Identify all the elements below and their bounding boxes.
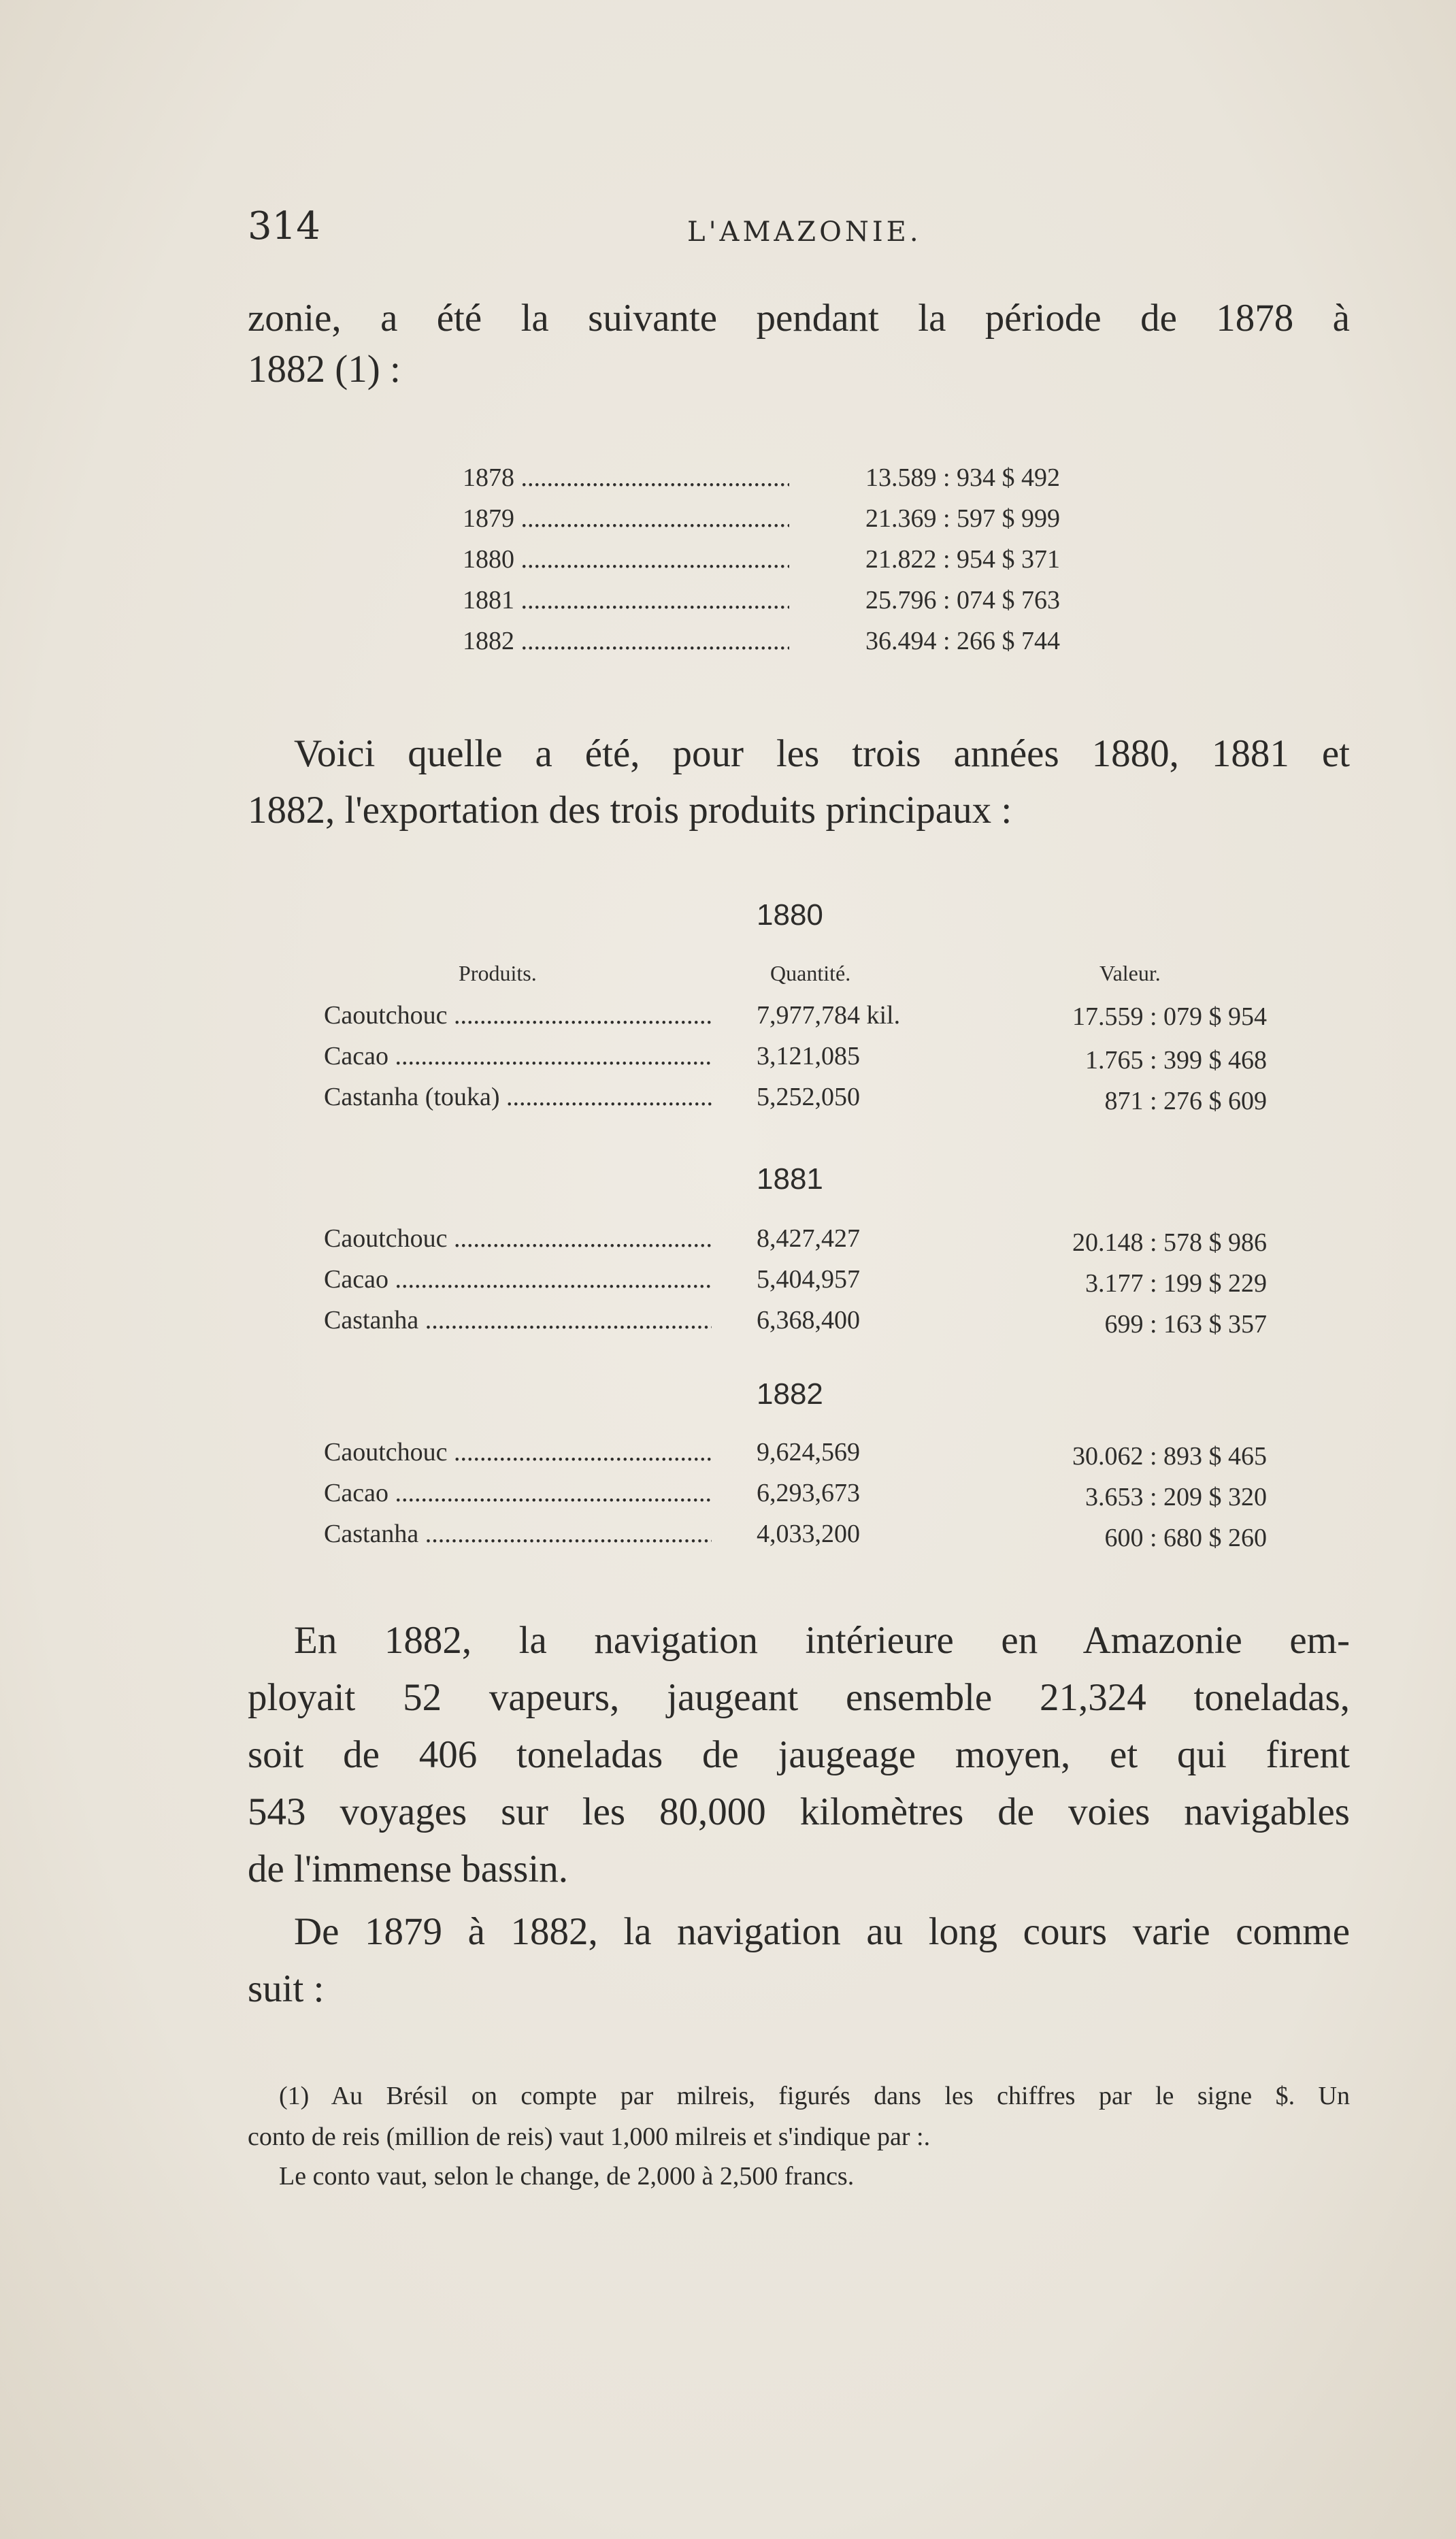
- nav-line-3: soit de 406 toneladas de jaugeage moyen, et qui firent: [248, 1733, 1350, 1776]
- product-value: 30.062 : 893 $ 465: [1072, 1442, 1267, 1471]
- product-value: 1.765 : 399 $ 468: [1085, 1046, 1267, 1075]
- product-quantity: 4,033,200: [757, 1520, 860, 1548]
- yearly-row-value: 13.589 : 934 $ 492: [865, 463, 1061, 492]
- product-quantity: 7,977,784 kil.: [757, 1001, 901, 1030]
- long-course-line-2: suit :: [248, 1967, 325, 2010]
- footnote-line-2: conto de reis (million de reis) vaut 1,000 milreis et s'indique par :.: [248, 2123, 931, 2151]
- nav-line-2: ployait 52 vapeurs, jaugeant ensemble 21,324 toneladas,: [248, 1676, 1350, 1719]
- export-table: [324, 898, 1372, 1552]
- product-name: Castanha .....: [324, 1519, 712, 1549]
- intro-line-2: 1882 (1) :: [248, 348, 401, 391]
- running-title: L'AMAZONIE.: [687, 216, 922, 248]
- year-heading: 1880: [757, 898, 823, 932]
- product-value: 20.148 : 578 $ 986: [1072, 1228, 1267, 1257]
- product-value: 3.177 : 199 $ 229: [1085, 1269, 1267, 1298]
- page-number: 314: [248, 204, 320, 248]
- col-header-quantity: Quantité.: [770, 961, 851, 985]
- product-name: Cacao .....: [324, 1264, 712, 1294]
- long-course-line-1: De 1879 à 1882, la navigation au long cours varie comme: [294, 1910, 1350, 1953]
- yearly-row-year: 1882 .....: [463, 626, 789, 656]
- yearly-values-list: [463, 463, 1143, 667]
- product-name: Castanha .....: [324, 1305, 712, 1335]
- product-name: Caoutchouc .....: [324, 1437, 712, 1467]
- product-quantity: 9,624,569: [757, 1438, 860, 1467]
- footnote-line-3: Le conto vaut, selon le change, de 2,000 à 2,500 francs.: [279, 2162, 855, 2191]
- product-name: Cacao .....: [324, 1478, 712, 1508]
- product-value: 3.653 : 209 $ 320: [1085, 1483, 1267, 1511]
- yearly-row-value: 36.494 : 266 $ 744: [865, 627, 1061, 655]
- nav-line-4: 543 voyages sur les 80,000 kilomètres de voies navigables: [248, 1790, 1350, 1833]
- export-intro-line-1: Voici quelle a été, pour les trois années 1880, 1881 et: [294, 732, 1350, 775]
- yearly-row-value: 21.369 : 597 $ 999: [865, 504, 1061, 533]
- year-heading: 1881: [757, 1162, 823, 1196]
- product-value: 699 : 163 $ 357: [1104, 1310, 1267, 1339]
- product-value: 600 : 680 $ 260: [1104, 1524, 1267, 1552]
- product-quantity: 6,368,400: [757, 1306, 860, 1334]
- intro-line-1: zonie, a été la suivante pendant la période de 1878 à: [248, 297, 1350, 340]
- nav-line-1: En 1882, la navigation intérieure en Amazonie em-: [294, 1619, 1350, 1662]
- col-header-value: Valeur.: [1099, 961, 1161, 985]
- yearly-row-year: 1881 .....: [463, 585, 789, 615]
- product-name: Cacao .....: [324, 1041, 712, 1071]
- yearly-row-year: 1880 .....: [463, 544, 789, 574]
- nav-line-5: de l'immense bassin.: [248, 1848, 568, 1890]
- product-quantity: 3,121,085: [757, 1042, 860, 1070]
- product-quantity: 8,427,427: [757, 1224, 860, 1253]
- yearly-row-value: 21.822 : 954 $ 371: [865, 545, 1061, 574]
- export-intro-line-2: 1882, l'exportation des trois produits principaux :: [248, 789, 1012, 832]
- product-quantity: 6,293,673: [757, 1479, 860, 1507]
- yearly-row-year: 1879 .....: [463, 504, 789, 534]
- yearly-row-value: 25.796 : 074 $ 763: [865, 586, 1061, 615]
- product-quantity: 5,404,957: [757, 1265, 860, 1294]
- product-value: 871 : 276 $ 609: [1104, 1087, 1267, 1115]
- product-quantity: 5,252,050: [757, 1083, 860, 1111]
- yearly-row-year: 1878 .....: [463, 463, 789, 493]
- product-name: Caoutchouc .....: [324, 1224, 712, 1254]
- product-name: Castanha (touka) .....: [324, 1082, 712, 1112]
- col-header-product: Produits.: [459, 961, 537, 985]
- product-name: Caoutchouc .....: [324, 1000, 712, 1030]
- product-value: 17.559 : 079 $ 954: [1072, 1002, 1267, 1031]
- footnote-line-1: (1) Au Brésil on compte par milreis, figurés dans les chiffres par le signe $. Un: [279, 2082, 1350, 2110]
- year-heading: 1882: [757, 1377, 823, 1411]
